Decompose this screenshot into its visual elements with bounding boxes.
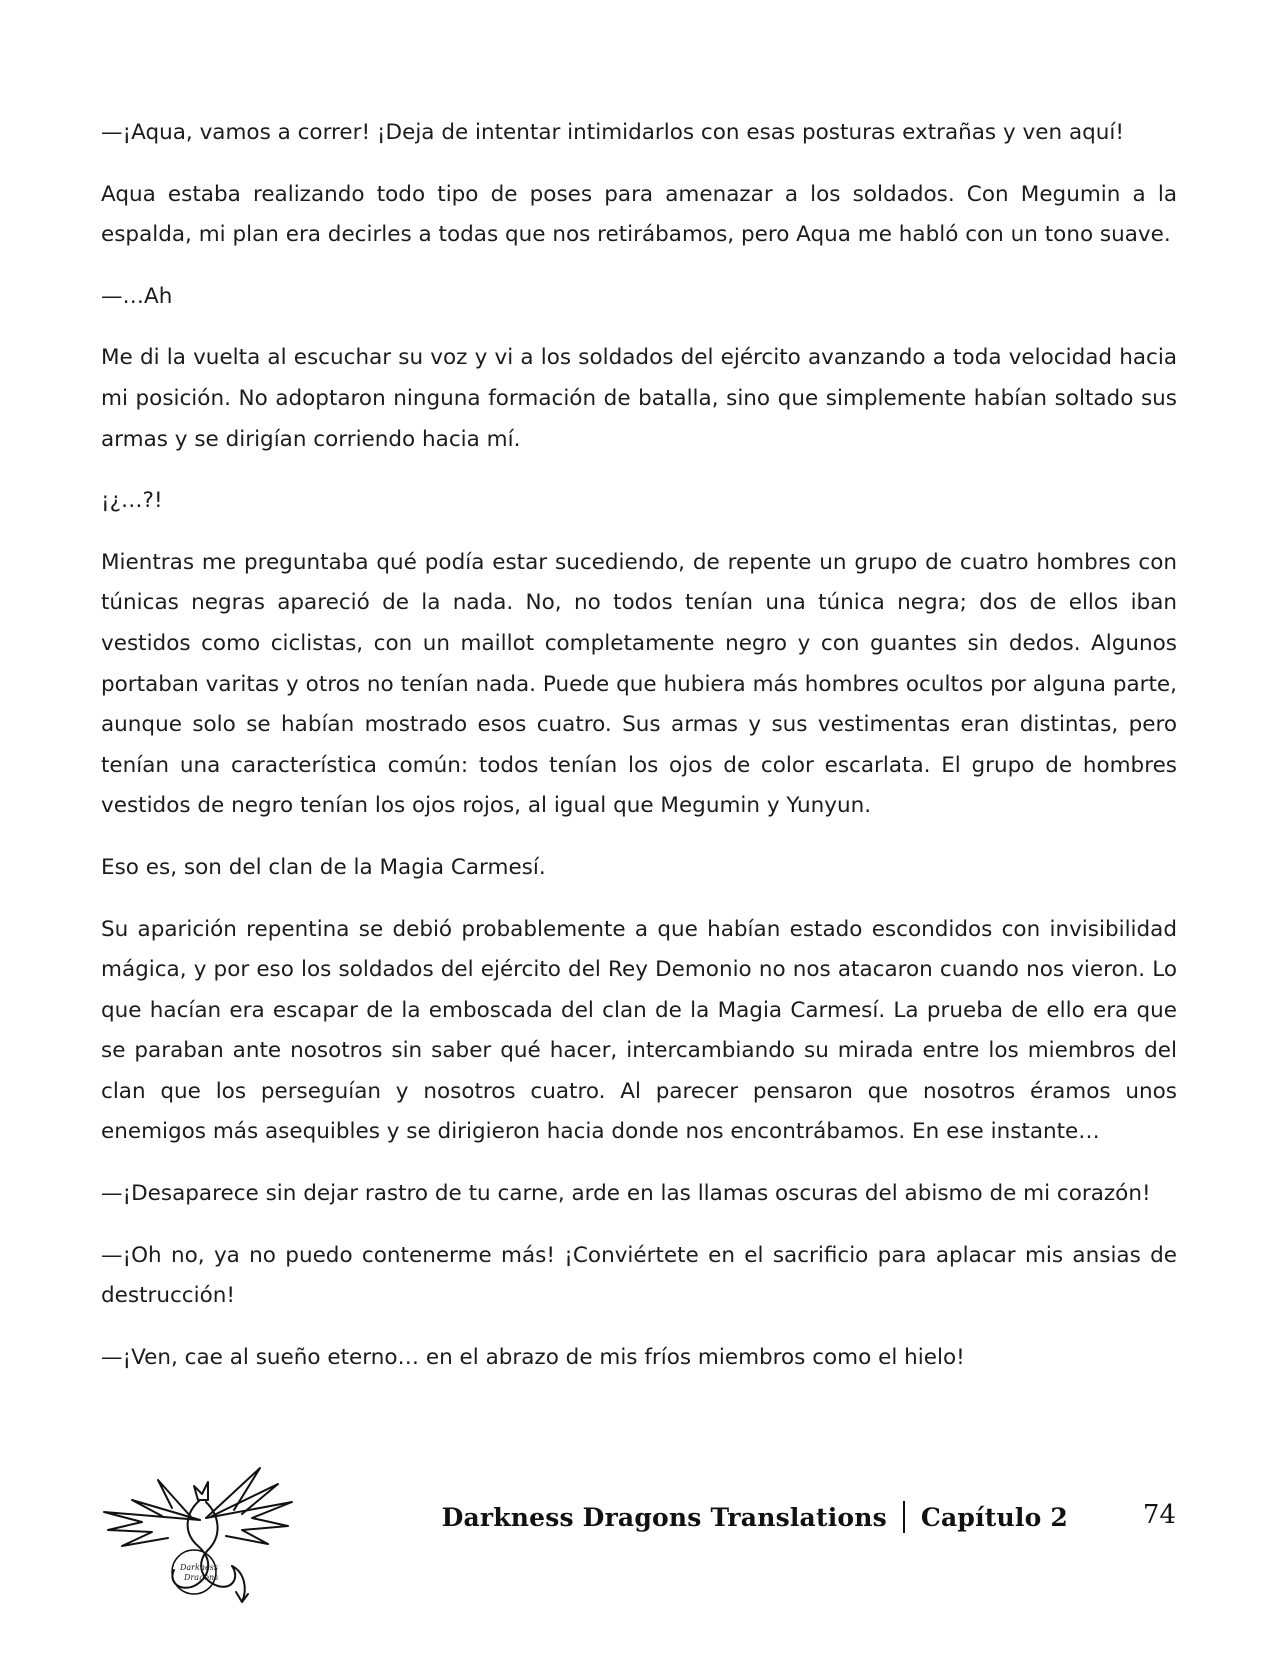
page-footer [0,1440,1280,1610]
paragraph: ¡¿…?! [101,488,163,514]
paragraph: —¡Desaparece sin dejar rastro de tu carne, arde en las llamas oscuras del abismo de mi corazón! [101,1181,1151,1207]
logo-text-line2: Dragons [184,1573,219,1582]
group-name: Darkness Dragons Translations [441,1502,887,1532]
footer-credit [442,1501,1068,1533]
chapter-label: Capítulo 2 [920,1502,1068,1532]
logo-text-line1: Darkness [180,1563,218,1572]
paragraph: Eso es, son del clan de la Magia Carmesí. [101,854,546,880]
page-number: 74 [1142,1500,1176,1530]
paragraph: —¡Aqua, vamos a correr! ¡Deja de intentar intimidarlos con esas posturas extrañas y ven aquí! [101,120,1124,145]
dragon-logo-icon [102,1460,298,1610]
paragraph: —¡Oh no, ya no puedo contenerme más! ¡Conviértete en el sacrificio para aplacar mis ansias de destrucción! [101,1242,1177,1309]
paragraph: —¡Ven, cae al sueño eterno… en el abrazo de mis fríos miembros como el hielo! [101,1344,965,1370]
paragraph: —…Ah [101,283,173,309]
footer-divider [903,1501,905,1533]
paragraph: Su aparición repentina se debió probablemente a que habían estado escondidos con invisibilidad mágica, y por eso los soldados del ejército del Rey Demonio no nos atacaron cuando nos vieron. Lo que hacían era escapar de la emboscada del clan de la Magia Carmesí. La prueba de ello era que se paraban ante nosotros sin saber qué hacer, intercambiando su mirada entre los miembros del clan que los perseguían y nosotros cuatro. Al parecer pensaron que nosotros éramos unos enemigos más asequibles y se dirigieron hacia donde nos encontrábamos. En ese instante… [101,916,1177,1145]
page-body [101,113,1177,1399]
paragraph: Me di la vuelta al escuchar su voz y vi a los soldados del ejército avanzando a toda velocidad hacia mi posición. No adoptaron ninguna formación de batalla, sino que simplemente habían soltado sus armas y se dirigían corriendo hacia mí. [101,345,1177,452]
paragraph: Mientras me preguntaba qué podía estar sucediendo, de repente un grupo de cuatro hombres con túnicas negras apareció de la nada. No, no todos tenían una túnica negra; dos de ellos iban vestidos como ciclistas, con un maillot completamente negro y con guantes sin dedos. Algunos portaban varitas y otros no tenían nada. Puede que hubiera más hombres ocultos por alguna parte, aunque solo se habían mostrado esos cuatro. Sus armas y sus vestimentas eran distintas, pero tenían una característica común: todos tenían los ojos de color escarlata. El grupo de hombres vestidos de negro tenían los ojos rojos, al igual que Megumin y Yunyun. [101,549,1177,819]
paragraph: Aqua estaba realizando todo tipo de poses para amenazar a los soldados. Con Megumin a la espalda, mi plan era decirles a todas que nos retirábamos, pero Aqua me habló con un tono suave. [101,181,1177,248]
